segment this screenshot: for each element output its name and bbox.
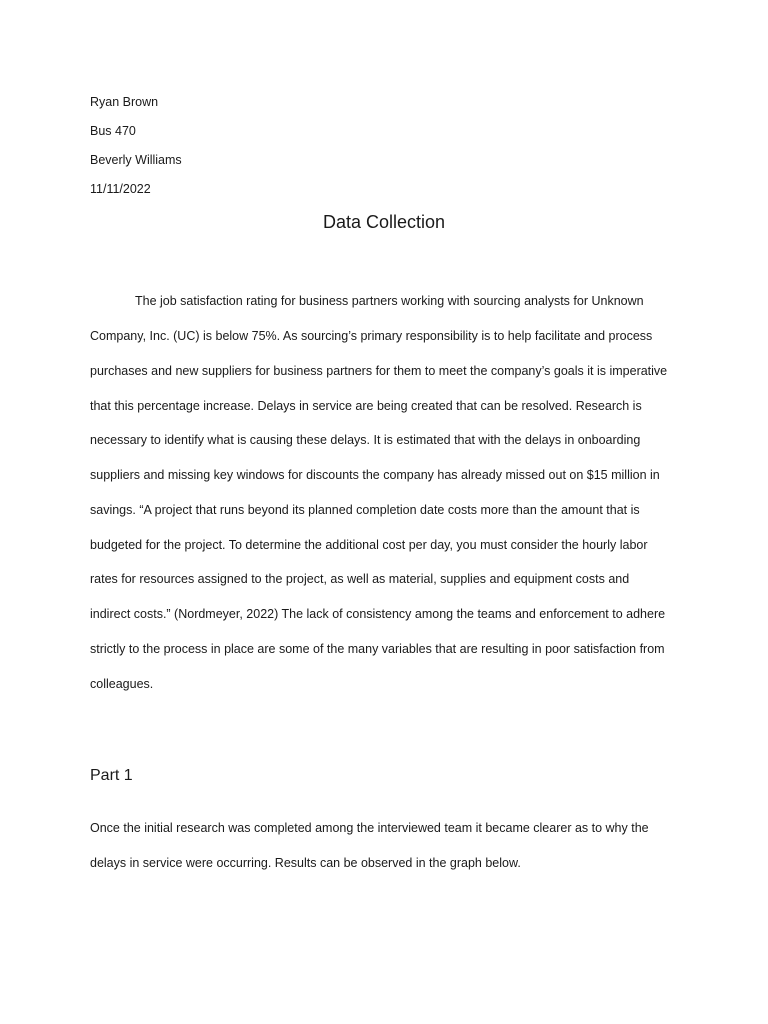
course-code: Bus 470 xyxy=(90,124,136,138)
intro-line: that this percentage increase. Delays in service are being created that can be resolved. Research is xyxy=(90,399,642,413)
intro-line: budgeted for the project. To determine the additional cost per day, you must consider the hourly labor xyxy=(90,538,648,552)
author-name: Ryan Brown xyxy=(90,95,159,109)
intro-line: The job satisfaction rating for business partners working with sourcing analysts for Unknown xyxy=(135,294,644,308)
document-title: Data Collection xyxy=(322,212,446,232)
instructor-name: Beverly Williams xyxy=(90,153,182,167)
intro-line: savings. “A project that runs beyond its planned completion date costs more than the amount that is xyxy=(90,503,640,517)
intro-line: necessary to identify what is causing these delays. It is estimated that with the delays in onboarding xyxy=(90,433,641,447)
intro-line: purchases and new suppliers for business partners for them to meet the company’s goals it is imperative xyxy=(90,364,668,378)
document-date: 11/11/2022 xyxy=(90,182,151,196)
intro-line: rates for resources assigned to the project, as well as material, supplies and equipment costs and xyxy=(90,572,630,586)
section-heading-part-1: Part 1 xyxy=(90,767,133,784)
intro-line: strictly to the process in place are some of the many variables that are resulting in poor satisfaction from xyxy=(90,642,665,656)
part1-line: delays in service were occurring. Results can be observed in the graph below. xyxy=(90,856,521,870)
intro-line: indirect costs.” (Nordmeyer, 2022) The lack of consistency among the teams and enforcement to adhere xyxy=(90,607,666,621)
intro-line: suppliers and missing key windows for discounts the company has already missed out on $15 million in xyxy=(90,468,660,482)
part1-line: Once the initial research was completed among the interviewed team it became clearer as to why the xyxy=(90,821,649,835)
intro-line: Company, Inc. (UC) is below 75%. As sourcing’s primary responsibility is to help facilitate and process xyxy=(90,329,653,343)
intro-line: colleagues. xyxy=(90,677,154,691)
